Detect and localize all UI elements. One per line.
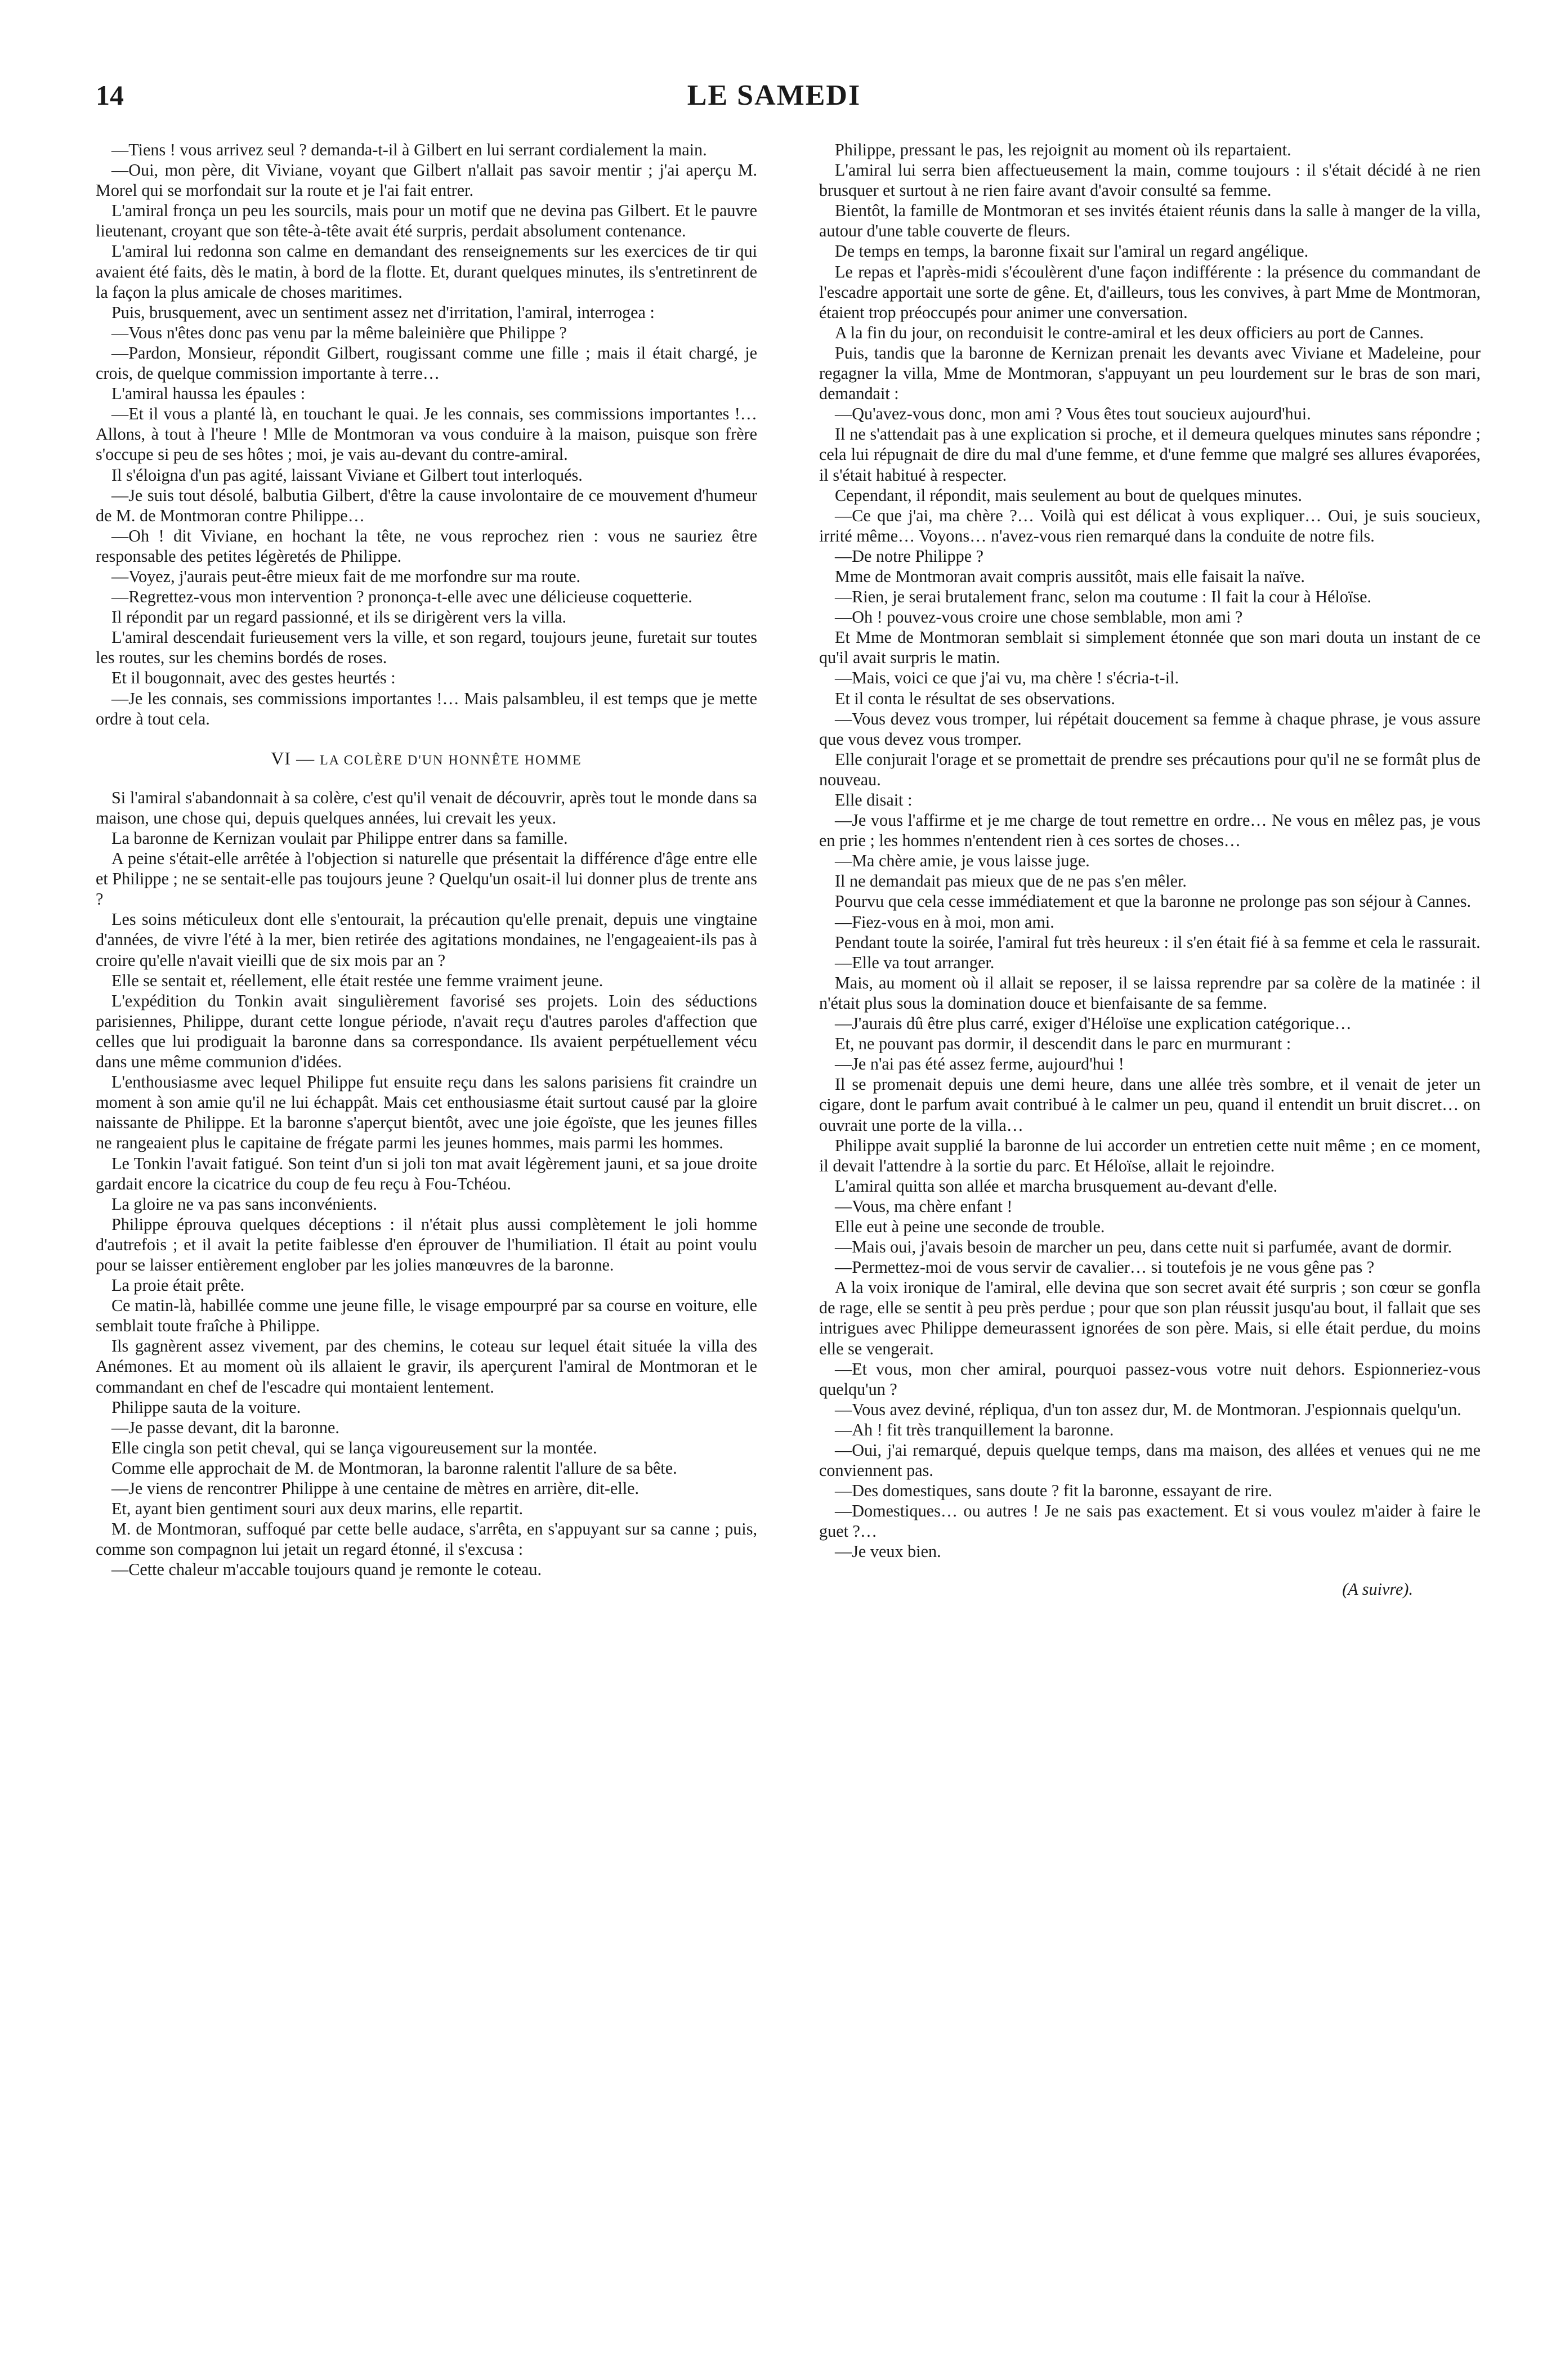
paragraph: Ils gagnèrent assez vivement, par des chemins, le coteau sur lequel était située la villa des Anémones. Et au moment où ils allaient le gravir, ils aperçurent l'amiral de Montmoran et le commandant en chef de l'escadre qui montaient lentement. bbox=[96, 1336, 757, 1397]
paragraph: Elle eut à peine une seconde de trouble. bbox=[835, 1216, 1105, 1236]
left-column-text-before bbox=[96, 140, 757, 729]
paragraph: Philippe, pressant le pas, les rejoignit au moment où ils repartaient. bbox=[835, 140, 1291, 159]
paragraph: L'enthousiasme avec lequel Philippe fut ensuite reçu dans les salons parisiens fit craindre un moment à son amie qu'il ne lui échappât. Mais cet enthousiasme était surtout causé par la gloire naissante de Philippe. Et la baronne s'aperçut bientôt, avec une joie égoïste, que les jeunes filles ne rangeaient plus le capitaine de frégate parmi les jeunes hommes, mais parmi les hommes. bbox=[96, 1072, 757, 1153]
paragraph: —Qu'avez-vous donc, mon ami ? Vous êtes tout soucieux aujourd'hui. bbox=[835, 404, 1311, 424]
paragraph: —Vous, ma chère enfant ! bbox=[835, 1196, 1013, 1216]
paragraph: Pourvu que cela cesse immédiatement et que la baronne ne prolonge pas son séjour à Cannes. bbox=[835, 892, 1471, 911]
paragraph: —Je vous l'affirme et je me charge de tout remettre en ordre… Ne vous en mêlez pas, je vous en prie ; les hommes n'entendent rien à ces sortes de choses… bbox=[819, 811, 1481, 851]
paragraph: L'amiral fronça un peu les sourcils, mais pour un motif que ne devina pas Gilbert. Et le pauvre lieutenant, croyant que son tête-à-tête avait été surpris, perdait absolument contenance. bbox=[96, 201, 757, 241]
paragraph: Et il conta le résultat de ses observations. bbox=[835, 688, 1115, 708]
paragraph: —Domestiques… ou autres ! Je ne sais pas exactement. Et si vous voulez m'aider à faire le guet ?… bbox=[819, 1501, 1481, 1541]
paragraph: —Des domestiques, sans doute ? fit la baronne, essayant de rire. bbox=[835, 1481, 1273, 1501]
paragraph: —Ah ! fit très tranquillement la baronne. bbox=[835, 1420, 1114, 1439]
section-title: LA COLÈRE D'UN HONNÊTE HOMME bbox=[320, 753, 582, 768]
paragraph: —Tiens ! vous arrivez seul ? demanda-t-il à Gilbert en lui serrant cordialement la main. bbox=[111, 140, 707, 159]
paragraph: Elle conjurait l'orage et se promettait de prendre ses précautions pour qu'il ne se formât plus de nouveau. bbox=[819, 749, 1481, 789]
paragraph: —Ma chère amie, je vous laisse juge. bbox=[835, 851, 1090, 871]
paragraph: La gloire ne va pas sans inconvénients. bbox=[111, 1194, 377, 1214]
paragraph: —Cette chaleur m'accable toujours quand je remonte le coteau. bbox=[111, 1560, 542, 1580]
paragraph: —Voyez, j'aurais peut-être mieux fait de me morfondre sur ma route. bbox=[111, 566, 581, 586]
paragraph: Philippe sauta de la voiture. bbox=[111, 1397, 301, 1417]
paragraph: L'expédition du Tonkin avait singulièrement favorisé ses projets. Loin des séductions parisiennes, Philippe, durant cette longue période, n'avait reçu d'autres paroles d'affection que celles que lui prodiguait la baronne dans sa correspondance. Ils avaient perpétuellement vécu dans une même communion d'idées. bbox=[96, 991, 757, 1072]
paragraph: Et Mme de Montmoran semblait si simplement étonnée que son mari douta un instant de ce qu'il avait surpris le matin. bbox=[819, 628, 1481, 668]
paragraph: Comme elle approchait de M. de Montmoran, la baronne ralentit l'allure de sa bête. bbox=[111, 1458, 677, 1478]
paragraph: —Mais oui, j'avais besoin de marcher un peu, dans cette nuit si parfumée, avant de dormir. bbox=[835, 1237, 1452, 1257]
paragraph: —Elle va tout arranger. bbox=[835, 952, 995, 972]
paragraph: —Fiez-vous en à moi, mon ami. bbox=[835, 912, 1054, 932]
paragraph: Il se promenait depuis une demi heure, dans une allée très sombre, et il venait de jeter un cigare, dont le parfum avait contribué à le calmer un peu, quand il entendit un bruit discret… on ouvrait une porte de la villa… bbox=[819, 1075, 1481, 1135]
left-column-text-after bbox=[96, 788, 757, 1580]
running-title: LE SAMEDI bbox=[687, 79, 861, 111]
paragraph: L'amiral quitta son allée et marcha brusquement au-devant d'elle. bbox=[835, 1176, 1278, 1196]
paragraph: —Ce que j'ai, ma chère ?… Voilà qui est délicat à vous expliquer… Oui, je suis soucieux, irrité même… Voyons… n'avez-vous rien remarqué dans la conduite de notre fils. bbox=[819, 505, 1481, 545]
paragraph: A peine s'était-elle arrêtée à l'objection si naturelle que présentait la différence d'âge entre elle et Philippe ; ne se sentait-elle pas toujours jeune ? Quelqu'un osait-il lui donner plus de trente ans ? bbox=[96, 849, 757, 909]
paragraph: Les soins méticuleux dont elle s'entourait, la précaution qu'elle prenait, depuis une vingtaine d'années, de vivre l'été à la mer, bien retirée des agitations mondaines, ne l'engageaient-ils pas à croire qu'elle n'avait vieilli que de six mois par an ? bbox=[96, 910, 757, 970]
paragraph: Il s'éloigna d'un pas agité, laissant Viviane et Gilbert tout interloqués. bbox=[111, 465, 583, 485]
paragraph: —Permettez-moi de vous servir de cavalier… si toutefois je ne vous gêne pas ? bbox=[835, 1258, 1375, 1277]
paragraph: —Vous devez vous tromper, lui répétait doucement sa femme à chaque phrase, je vous assure que vous devez vous tromper. bbox=[819, 709, 1481, 749]
paragraph: —Pardon, Monsieur, répondit Gilbert, rougissant comme une fille ; mais il était chargé, je crois, de quelque commission importante à terre… bbox=[96, 343, 757, 383]
paragraph: Et, ayant bien gentiment souri aux deux marins, elle repartit. bbox=[111, 1499, 523, 1519]
paragraph: Bientôt, la famille de Montmoran et ses invités étaient réunis dans la salle à manger de la villa, autour d'une table couverte de fleurs. bbox=[819, 201, 1481, 241]
paragraph: L'amiral descendait furieusement vers la ville, et son regard, toujours jeune, furetait sur toutes les routes, sur les chemins bordés de roses. bbox=[96, 628, 757, 668]
paragraph: —Je veux bien. bbox=[835, 1542, 941, 1562]
paragraph: —Et vous, mon cher amiral, pourquoi passez-vous votre nuit dehors. Espionneriez-vous quelqu'un ? bbox=[819, 1359, 1481, 1399]
paragraph: —Je n'ai pas été assez ferme, aujourd'hui ! bbox=[835, 1054, 1124, 1074]
paragraph: Elle cingla son petit cheval, qui se lança vigoureusement sur la montée. bbox=[111, 1438, 597, 1457]
paragraph: L'amiral lui serra bien affectueusement la main, comme toujours : il s'était décidé à ne rien brusquer et surtout à ne rien faire avant d'avoir consulté sa femme. bbox=[819, 160, 1481, 200]
paragraph: Le Tonkin l'avait fatigué. Son teint d'un si joli ton mat avait légèrement jauni, et sa joue droite gardait encore la cicatrice du coup de feu reçu à Fou-Tchéou. bbox=[96, 1153, 757, 1193]
paragraph: Ce matin-là, habillée comme une jeune fille, le visage empourpré par sa course en voiture, elle semblait toute fraîche à Philippe. bbox=[96, 1296, 757, 1336]
paragraph: —Je suis tout désolé, balbutia Gilbert, d'être la cause involontaire de ce mouvement d'humeur de M. de Montmoran contre Philippe… bbox=[96, 485, 757, 525]
paragraph: —Mais, voici ce que j'ai vu, ma chère ! s'écria-t-il. bbox=[835, 668, 1179, 688]
paragraph: M. de Montmoran, suffoqué par cette belle audace, s'arrêta, en s'appuyant sur sa canne ; puis, comme son compagnon lui jetait un regard étonné, il s'excusa : bbox=[96, 1519, 757, 1559]
paragraph: —Rien, je serai brutalement franc, selon ma coutume : Il fait la cour à Héloïse. bbox=[835, 587, 1372, 607]
paragraph: —Vous n'êtes donc pas venu par la même baleinière que Philippe ? bbox=[111, 323, 567, 342]
paragraph: —Oui, mon père, dit Viviane, voyant que Gilbert n'allait pas savoir mentir ; j'ai aperçu M. Morel qui se morfondait sur la route et je l'ai fait entrer. bbox=[96, 160, 757, 200]
paragraph: —Je les connais, ses commissions importantes !… Mais palsambleu, il est temps que je mette ordre à tout cela. bbox=[96, 688, 757, 728]
page-number: 14 bbox=[96, 79, 124, 111]
paragraph: Le repas et l'après-midi s'écoulèrent d'une façon indifférente : la présence du commandant de l'escadre apportait une sorte de gêne. Et, d'ailleurs, tous les convives, à part Mme de Montmoran, étaient trop préoccupés pour animer une conversation. bbox=[819, 262, 1481, 322]
paragraph: —Oh ! pouvez-vous croire une chose semblable, mon ami ? bbox=[835, 607, 1243, 627]
section-heading bbox=[96, 748, 757, 771]
paragraph: La proie était prête. bbox=[111, 1276, 245, 1295]
paragraph: La baronne de Kernizan voulait par Philippe entrer dans sa famille. bbox=[111, 829, 568, 848]
paragraph: Il ne s'attendait pas à une explication si proche, et il demeura quelques minutes sans répondre ; cela lui répugnait de dire du mal d'une femme, et d'une femme que malgré ses allures évaporées, il s'était habitué à respecter. bbox=[819, 424, 1481, 485]
paragraph: —J'aurais dû être plus carré, exiger d'Héloïse une explication catégorique… bbox=[835, 1014, 1352, 1034]
left-column bbox=[96, 140, 757, 2324]
paragraph: Pendant toute la soirée, l'amiral fut très heureux : il s'en était fié à sa femme et cela le rassurait. bbox=[835, 932, 1481, 952]
paragraph: Mme de Montmoran avait compris aussitôt, mais elle faisait la naïve. bbox=[835, 566, 1305, 586]
paragraph: De temps en temps, la baronne fixait sur l'amiral un regard angélique. bbox=[835, 241, 1309, 261]
paragraph: —Je viens de rencontrer Philippe à une centaine de mètres en arrière, dit-elle. bbox=[111, 1479, 640, 1498]
paragraph: Et, ne pouvant pas dormir, il descendit dans le parc en murmurant : bbox=[835, 1034, 1291, 1054]
paragraph: Philippe éprouva quelques déceptions : il n'était plus aussi complètement le joli homme d'autrefois ; et il avait la petite faiblesse d'en éprouver de l'humiliation. Il était au point voulu pour se laisser entièrement englober par les jolies manœuvres de la baronne. bbox=[96, 1214, 757, 1274]
paragraph: Puis, tandis que la baronne de Kernizan prenait les devants avec Viviane et Madeleine, pour regagner la villa, Mme de Montmoran, s'appuyant un peu lourdement sur le bras de son mari, demandait : bbox=[819, 343, 1481, 404]
continuation-note: (A suivre). bbox=[1342, 1579, 1413, 1599]
paragraph: Cependant, il répondit, mais seulement au bout de quelques minutes. bbox=[835, 485, 1302, 505]
paragraph: —Et il vous a planté là, en touchant le quai. Je les connais, ses commissions importantes !… Allons, à tout à l'heure ! Mlle de Montmoran va vous conduire à la maison, puisque son frère s'occupe si peu de ses hôtes ; moi, je vais au-devant du contre-amiral. bbox=[96, 404, 757, 464]
paragraph: —Regrettez-vous mon intervention ? prononça-t-elle avec une délicieuse coquetterie. bbox=[111, 587, 692, 607]
paragraph: Philippe avait supplié la baronne de lui accorder un entretien cette nuit même ; en ce moment, il devait l'attendre à la sortie du parc. Et Héloïse, allait le rejoindre. bbox=[819, 1135, 1481, 1175]
paragraph: —Oui, j'ai remarqué, depuis quelque temps, dans ma maison, des allées et venues qui ne me conviennent pas. bbox=[819, 1440, 1481, 1480]
paragraph: Il répondit par un regard passionné, et ils se dirigèrent vers la villa. bbox=[111, 607, 567, 627]
paragraph: —Oh ! dit Viviane, en hochant la tête, ne vous reprochez rien : vous ne sauriez être responsable des petites légèretés de Philippe. bbox=[96, 526, 757, 566]
paragraph: L'amiral lui redonna son calme en demandant des renseignements sur les exercices de tir qui avaient été faits, dès le matin, à bord de la flotte. Et, durant quelques minutes, ils s'entretinrent de la façon la plus amicale de choses maritimes. bbox=[96, 241, 757, 302]
page-header bbox=[96, 79, 1452, 124]
paragraph: Il ne demandait pas mieux que de ne pas s'en mêler. bbox=[835, 871, 1187, 891]
right-column-text bbox=[819, 140, 1481, 1562]
section-number: VI — bbox=[271, 748, 315, 768]
right-column bbox=[819, 140, 1481, 2324]
paragraph: —Vous avez deviné, répliqua, d'un ton assez dur, M. de Montmoran. J'espionnais quelqu'un. bbox=[835, 1399, 1461, 1419]
paragraph: Mais, au moment où il allait se reposer, il se laissa reprendre par sa colère de la matinée : il n'était plus sous la domination douce et bienfaisante de sa femme. bbox=[819, 973, 1481, 1013]
paragraph: Elle se sentait et, réellement, elle était restée une femme vraiment jeune. bbox=[111, 970, 603, 990]
paragraph: Et il bougonnait, avec des gestes heurtés : bbox=[111, 668, 396, 688]
paragraph: —De notre Philippe ? bbox=[835, 546, 984, 566]
paragraph: A la fin du jour, on reconduisit le contre-amiral et les deux officiers au port de Cannes. bbox=[835, 323, 1424, 342]
paragraph: Elle disait : bbox=[835, 790, 913, 809]
paragraph: L'amiral haussa les épaules : bbox=[111, 384, 306, 404]
paragraph: A la voix ironique de l'amiral, elle devina que son secret avait été surpris ; son cœur se gonfla de rage, elle se sentit à peu près perdue ; pour que son plan réussit jusqu'au bout, il fallait que ses intrigues avec Philippe demeurassent ignorées de son père. Mais, si elle était perdue, du moins elle se vengerait. bbox=[819, 1278, 1481, 1358]
paragraph: Puis, brusquement, avec un sentiment assez net d'irritation, l'amiral, interrogea : bbox=[111, 302, 655, 322]
paragraph: Si l'amiral s'abandonnait à sa colère, c'est qu'il venait de découvrir, après tout le monde dans sa maison, une chose qui, depuis quelques années, lui crevait les yeux. bbox=[96, 788, 757, 827]
paragraph: —Je passe devant, dit la baronne. bbox=[111, 1417, 339, 1437]
